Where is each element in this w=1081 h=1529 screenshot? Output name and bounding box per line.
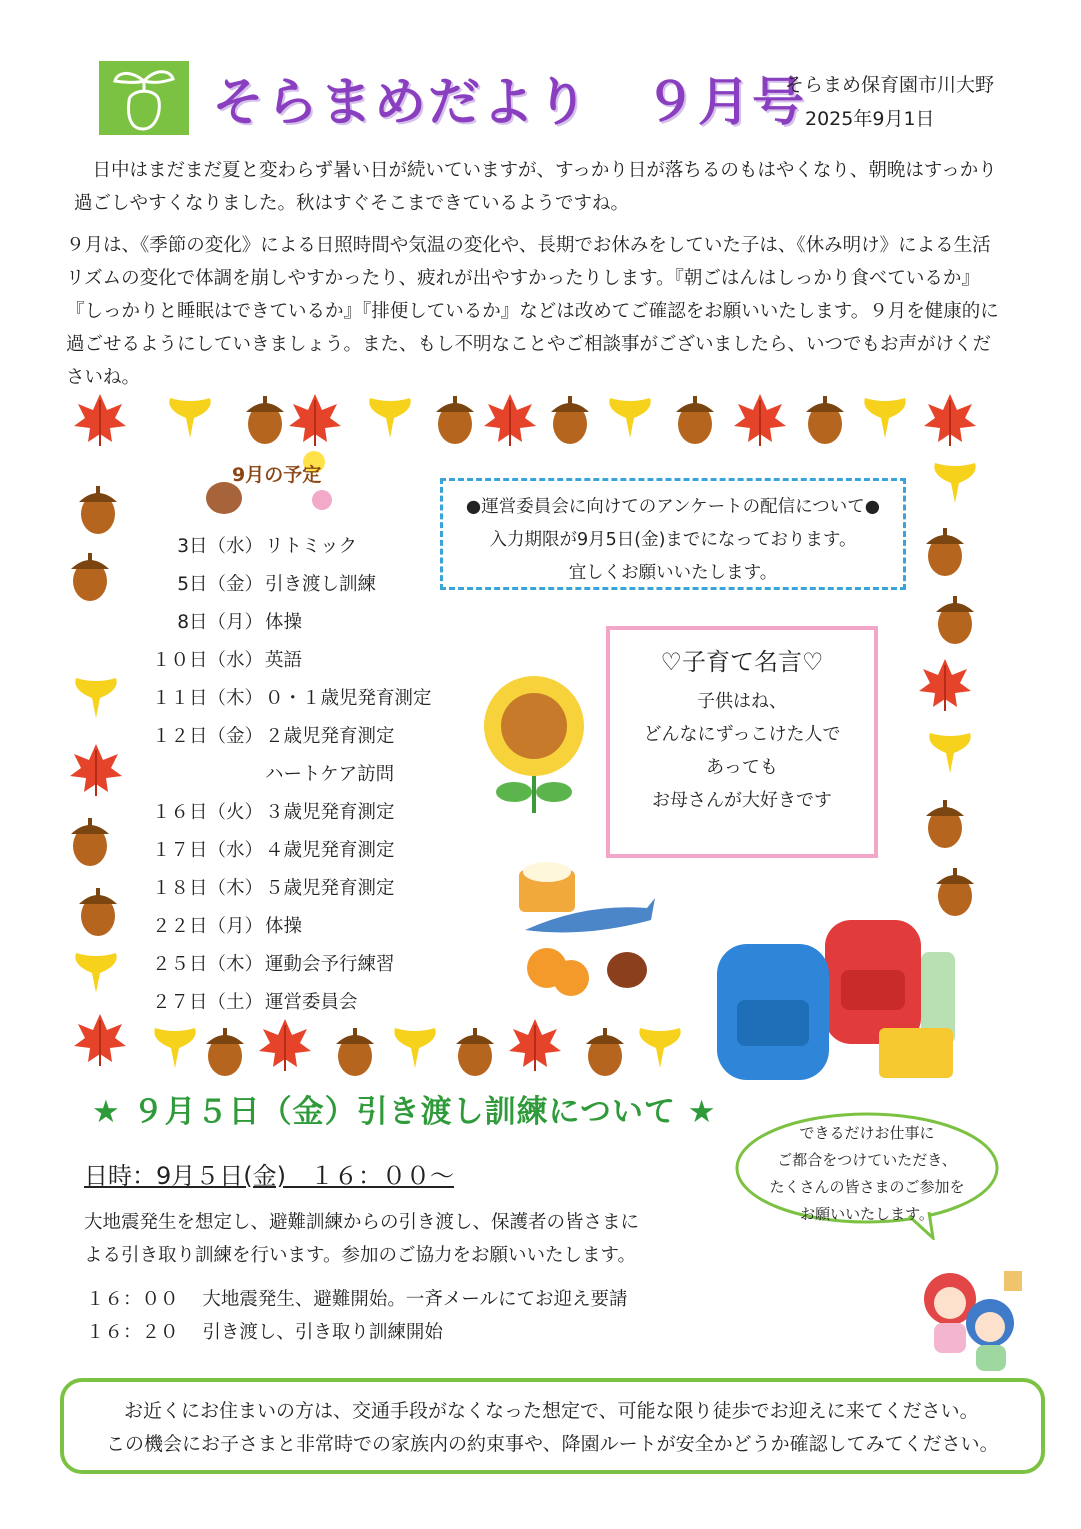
- quote-line: 子供はね、: [697, 691, 787, 712]
- schedule-event: 引き渡し訓練: [265, 574, 377, 595]
- schedule-badge-label: 9月の予定: [232, 464, 322, 486]
- schedule-item: [145, 684, 432, 710]
- schedule-event: ２歳児発育測定: [265, 726, 395, 747]
- drill-timeline: [86, 1283, 628, 1349]
- bubble-line: たくさんの皆さまのご参加を: [769, 1178, 965, 1196]
- schedule-item: [145, 836, 395, 862]
- notice-text: 入力期限が9月5日(金)までになっております。: [489, 530, 857, 550]
- schedule-event: 体操: [265, 612, 303, 633]
- timeline-text: 大地震発生、避難開始。一斉メールにてお迎え要請: [202, 1289, 628, 1310]
- acorn-icon: [551, 396, 589, 444]
- acorn-icon: [936, 868, 974, 916]
- quote-line: お母さんが大好きです: [652, 790, 832, 811]
- sunflower-icon: [482, 668, 586, 816]
- schedule-day: １０日（水）: [151, 650, 263, 671]
- schedule-day: ２７日（土）: [151, 992, 263, 1013]
- schedule-item: [145, 532, 357, 558]
- ginkgo-leaf-icon: [864, 398, 905, 438]
- maple-leaf-icon: [74, 394, 126, 446]
- note-line: お近くにお住まいの方は、交通手段がなくなった想定で、可能な限り徒歩でお迎えに来てください。: [124, 1400, 979, 1422]
- bubble-line: ご都合をつけていただき、: [777, 1151, 957, 1169]
- maple-leaf-icon: [924, 394, 976, 446]
- timeline-time: １６：２０: [86, 1322, 179, 1343]
- acorn-icon: [336, 1028, 374, 1076]
- acorn-icon: [79, 888, 117, 936]
- text-line: よる引き取り訓練を行います。参加のご協力をお願いいたします。: [84, 1245, 637, 1266]
- bean-sprout-icon: [99, 61, 189, 135]
- acorn-icon: [71, 818, 109, 866]
- notice-text: 宜しくお願いいたします。: [568, 563, 778, 583]
- intro-paragraph-1: [74, 154, 997, 220]
- drill-datetime: 日時：9月５日(金) １６：００～: [84, 1162, 454, 1190]
- acorn-icon: [586, 1028, 624, 1076]
- schedule-day: 3日（水）: [177, 536, 263, 557]
- acorn-icon: [936, 596, 974, 644]
- schedule-item: [145, 874, 395, 900]
- ginkgo-leaf-icon: [639, 1028, 680, 1068]
- acorn-icon: [71, 553, 109, 601]
- ginkgo-leaf-icon: [169, 398, 210, 438]
- logo: [99, 61, 189, 135]
- text-line: 過ごしやすくなりました。秋はすぐそこまできているようですね。: [74, 193, 630, 214]
- ginkgo-leaf-icon: [369, 398, 410, 438]
- acorn-icon: [436, 396, 474, 444]
- acorn-icon: [926, 800, 964, 848]
- timeline-row: [86, 1316, 628, 1349]
- intro-paragraph-2: [66, 229, 999, 394]
- schedule-event: 運営委員会: [265, 992, 358, 1013]
- schedule-event: 運動会予行練習: [265, 954, 395, 975]
- timeline-time: １６：００: [86, 1289, 179, 1310]
- quote-body: [610, 685, 874, 817]
- text-line: リズムの変化で体調を崩しやすかったり、疲れが出やすかったりします。『朝ごはんはしっかり食べているか』: [66, 268, 980, 289]
- nursery-name: そらまめ保育園市川大野: [785, 74, 995, 96]
- autumn-food-illustration: [515, 858, 665, 1003]
- quote-line: どんなにずっこけた人で: [643, 724, 841, 745]
- text-line: さいね。: [66, 367, 141, 388]
- note-line: この機会にお子さまと非常時での家族内の約束事や、降園ルートが安全かどうか確認してみてください。: [106, 1433, 999, 1455]
- schedule-event: ４歳児発育測定: [265, 840, 395, 861]
- ginkgo-leaf-icon: [934, 463, 975, 503]
- text-line: ９月は、《季節の変化》による日照時間や気温の変化や、長期でお休みをしていた子は、《休み明け》による生活: [66, 235, 991, 256]
- schedule-item: [145, 950, 395, 976]
- schedule-event: リトミック: [265, 536, 358, 557]
- schedule-day: １６日（火）: [151, 802, 263, 823]
- acorn-icon: [676, 396, 714, 444]
- issue-date: 2025年9月1日: [805, 108, 935, 130]
- ginkgo-leaf-icon: [75, 678, 116, 718]
- maple-leaf-icon: [484, 394, 536, 446]
- ginkgo-leaf-icon: [154, 1028, 195, 1068]
- quote-line: あっても: [706, 757, 778, 778]
- schedule-event: 英語: [265, 650, 303, 671]
- schedule-event: ハートケア訪問: [265, 764, 395, 785]
- schedule-item: [145, 722, 395, 748]
- schedule-day: １７日（水）: [151, 840, 263, 861]
- schedule-item: [145, 608, 302, 634]
- schedule-day: １２日（金）: [151, 726, 263, 747]
- schedule-day: １１日（木）: [151, 688, 263, 709]
- maple-leaf-icon: [74, 1014, 126, 1066]
- acorn-icon: [246, 396, 284, 444]
- schedule-item: [145, 646, 302, 672]
- quote-title: ♡子育て名言♡: [660, 648, 824, 676]
- schedule-item: [145, 912, 302, 938]
- speech-bubble-text: [733, 1120, 1001, 1228]
- schedule-item: [145, 570, 376, 596]
- drill-section-title: ★ ９月５日（金）引き渡し訓練について ★: [92, 1094, 717, 1130]
- schedule-event: ５歳児発育測定: [265, 878, 395, 899]
- acorn-icon: [806, 396, 844, 444]
- schedule-item: [145, 798, 395, 824]
- schedule-event: ３歳児発育測定: [265, 802, 395, 823]
- walking-pickup-note: [60, 1378, 1045, 1474]
- maple-leaf-icon: [734, 394, 786, 446]
- schedule-event: ０・１歳児発育測定: [265, 688, 432, 709]
- text-line: 過ごせるようにしていきましょう。また、もし不明なことやご相談事がございましたら、いつでもお声がけくだ: [66, 334, 992, 355]
- text-line: 『しっかりと睡眠はできているか』『排便しているか』などは改めてご確認をお願いいたします。９月を健康的に: [66, 301, 999, 322]
- ginkgo-leaf-icon: [929, 733, 970, 773]
- timeline-text: 引き渡し、引き取り訓練開始: [202, 1322, 443, 1343]
- text-line: 大地震発生を想定し、避難訓練からの引き渡し、保護者の皆さまに: [84, 1212, 640, 1233]
- schedule-item: [145, 988, 358, 1014]
- maple-leaf-icon: [259, 1019, 311, 1071]
- drill-description: [84, 1206, 639, 1272]
- schedule-day: ２５日（木）: [151, 954, 263, 975]
- schedule-badge: [192, 448, 342, 520]
- newsletter-title: そらまめだより ９月号: [212, 73, 807, 133]
- ginkgo-leaf-icon: [609, 398, 650, 438]
- text-line: 日中はまだまだ夏と変わらず暑い日が続いていますが、すっかり日が落ちるのもはやくなり、朝晩はすっかり: [74, 160, 997, 181]
- schedule-day: 8日（月）: [177, 612, 263, 633]
- emergency-backpacks-illustration: [715, 910, 990, 1082]
- children-hoods-illustration: [918, 1265, 1033, 1375]
- bubble-line: お願いいたします。: [800, 1205, 934, 1223]
- survey-notice: [440, 478, 906, 590]
- acorn-icon: [79, 486, 117, 534]
- schedule-event: 体操: [265, 916, 303, 937]
- acorn-icon: [926, 528, 964, 576]
- maple-leaf-icon: [509, 1019, 561, 1071]
- maple-leaf-icon: [289, 394, 341, 446]
- parenting-quote-box: [606, 626, 878, 858]
- notice-heading: ●運営委員会に向けてのアンケートの配信について●: [465, 497, 881, 517]
- schedule-day: ２２日（月）: [151, 916, 263, 937]
- timeline-row: [86, 1283, 628, 1316]
- schedule-day: １８日（木）: [151, 878, 263, 899]
- acorn-icon: [456, 1028, 494, 1076]
- schedule-item: [145, 760, 394, 786]
- maple-leaf-icon: [919, 659, 971, 711]
- acorn-icon: [206, 1028, 244, 1076]
- maple-leaf-icon: [70, 744, 122, 796]
- ginkgo-leaf-icon: [75, 953, 116, 993]
- bubble-line: できるだけお仕事に: [799, 1124, 935, 1142]
- ginkgo-leaf-icon: [394, 1028, 435, 1068]
- schedule-day: 5日（金）: [177, 574, 263, 595]
